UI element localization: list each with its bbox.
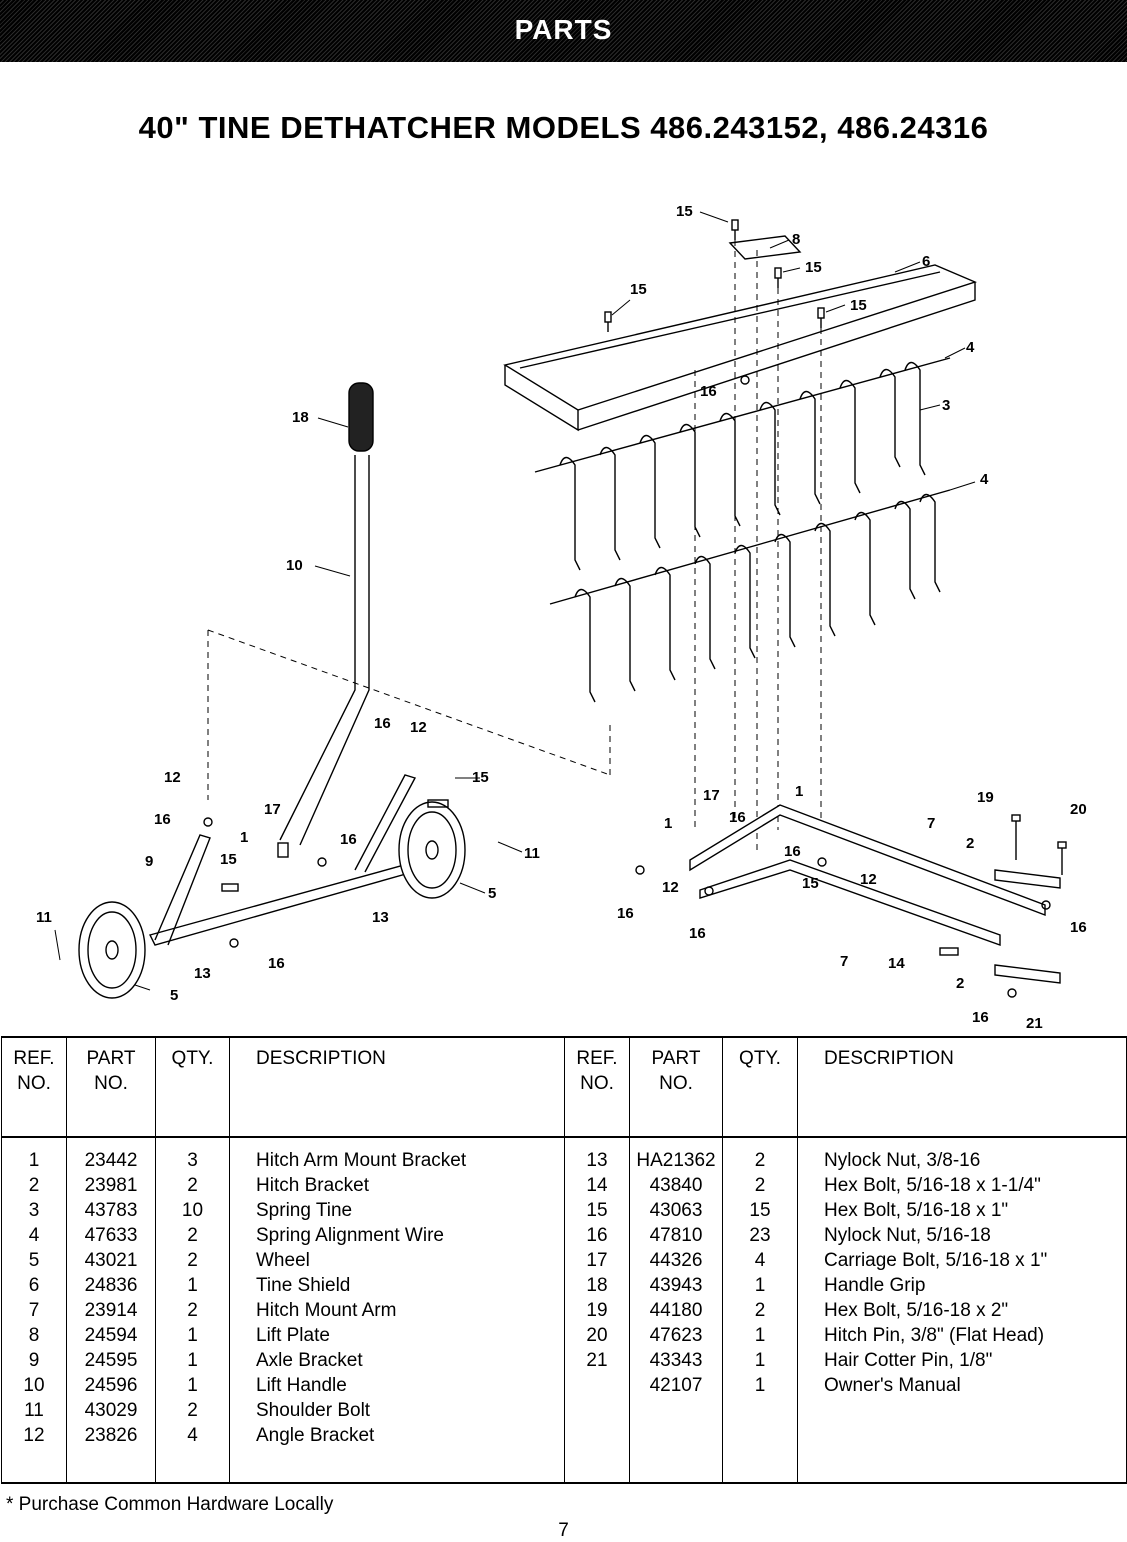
table-header-row	[2, 1037, 1127, 1137]
table-cell-ref: 7	[28, 1300, 40, 1321]
column-qty-left	[156, 1137, 230, 1483]
callout: 16	[617, 905, 634, 922]
table-cell-qty: 2	[187, 1225, 198, 1246]
callout: 16	[374, 715, 391, 732]
table-cell-ref: 18	[586, 1275, 608, 1296]
table-cell-qty: 2	[754, 1300, 766, 1321]
callout: 12	[164, 769, 181, 786]
table-cell-desc: Hex Bolt, 5/16-18 x 2"	[824, 1300, 1009, 1321]
callout: 4	[980, 471, 989, 488]
callout: 6	[922, 253, 931, 270]
table-cell-qty: 1	[187, 1275, 198, 1296]
callout: 11	[36, 909, 52, 926]
table-cell-desc: Spring Tine	[256, 1200, 353, 1221]
callout: 9	[145, 853, 154, 870]
table-cell-part: 44326	[649, 1250, 703, 1271]
table-cell-qty: 4	[187, 1425, 198, 1446]
table-cell-desc: Hair Cotter Pin, 1/8"	[824, 1350, 993, 1371]
table-cell-ref: 3	[28, 1200, 40, 1221]
table-cell-ref: 9	[28, 1350, 40, 1371]
callout: 8	[792, 231, 801, 248]
table-cell-desc: Hex Bolt, 5/16-18 x 1-1/4"	[824, 1175, 1041, 1196]
callout: 16	[340, 831, 357, 848]
table-cell-desc: Lift Handle	[256, 1375, 347, 1396]
table-cell-ref	[565, 1373, 629, 1398]
table-cell-desc: Owner's Manual	[824, 1375, 961, 1396]
table-cell-qty: 2	[187, 1400, 198, 1421]
callout: 15	[220, 851, 237, 868]
table-cell-qty: 1	[754, 1350, 766, 1371]
callout: 4	[966, 339, 975, 356]
callout: 15	[805, 259, 822, 276]
callout: 16	[700, 383, 717, 400]
callout: 17	[703, 787, 720, 804]
header-part: PART NO.	[67, 1037, 156, 1137]
callout: 10	[286, 557, 303, 574]
table-cell-ref: 1	[28, 1150, 40, 1171]
table-cell-ref: 6	[28, 1275, 40, 1296]
parts-banner	[0, 0, 1127, 62]
callout: 11	[524, 845, 540, 862]
callout: 14	[888, 955, 905, 972]
banner-title: PARTS	[514, 14, 613, 45]
callout: 16	[972, 1009, 989, 1026]
column-ref-right	[565, 1137, 630, 1483]
table-cell-desc: Nylock Nut, 5/16-18	[824, 1225, 991, 1246]
table-cell-ref: 5	[28, 1250, 40, 1271]
lift-plate-drawing	[730, 236, 800, 259]
callout: 7	[840, 953, 849, 970]
table-cell-part: 23981	[84, 1175, 138, 1196]
table-cell-ref: 14	[586, 1175, 608, 1196]
table-cell-part: 47623	[649, 1325, 703, 1346]
table-cell-desc: Hex Bolt, 5/16-18 x 1"	[824, 1200, 1009, 1221]
table-cell-part: HA21362	[636, 1150, 716, 1171]
table-cell-qty: 1	[187, 1375, 198, 1396]
table-cell-ref: 8	[28, 1325, 40, 1346]
callout: 16	[268, 955, 285, 972]
callout: 15	[676, 203, 693, 220]
table-cell-part: 43021	[84, 1250, 138, 1271]
table-cell-part: 23914	[84, 1300, 138, 1321]
table-cell-qty: 2	[187, 1175, 198, 1196]
table-cell-part: 24836	[84, 1275, 138, 1296]
callout: 1	[240, 829, 249, 846]
table-cell-part: 43783	[84, 1200, 138, 1221]
callout: 15	[630, 281, 647, 298]
callout: 15	[802, 875, 819, 892]
header-qty: QTY.	[723, 1037, 798, 1137]
header-part: PART NO.	[630, 1037, 723, 1137]
table-cell-ref: 20	[586, 1325, 608, 1346]
table-cell-desc: Hitch Arm Mount Bracket	[256, 1150, 467, 1171]
callout: 2	[966, 835, 975, 852]
table-cell-ref: 2	[28, 1175, 40, 1196]
table-cell-part: 43840	[649, 1175, 703, 1196]
table-cell-ref: 21	[586, 1350, 608, 1371]
callout: 15	[472, 769, 489, 786]
table-cell-desc: Shoulder Bolt	[256, 1400, 371, 1421]
tine-shield-drawing	[505, 265, 975, 430]
page-title: 40" TINE DETHATCHER MODELS 486.243152, 486.24316	[138, 110, 989, 145]
table-cell-qty: 23	[749, 1225, 771, 1246]
table-cell-desc: Handle Grip	[824, 1275, 926, 1296]
callout: 16	[1070, 919, 1087, 936]
callout: 1	[664, 815, 673, 832]
callout: 15	[850, 297, 867, 314]
table-cell-part: 47633	[84, 1225, 138, 1246]
table-cell-qty: 1	[754, 1375, 766, 1396]
table-cell-desc: Axle Bracket	[256, 1350, 363, 1371]
exploded-parts-diagram	[0, 180, 1127, 1030]
table-cell-part: 43943	[649, 1275, 703, 1296]
table-cell-ref: 11	[24, 1400, 44, 1421]
leader-lines-drawing	[55, 212, 975, 990]
table-cell-qty: 1	[754, 1325, 766, 1346]
table-cell-part: 24596	[84, 1375, 138, 1396]
callout: 18	[292, 409, 309, 426]
header-qty: QTY.	[156, 1037, 230, 1137]
column-part-right	[630, 1137, 723, 1483]
table-cell-qty: 2	[187, 1300, 198, 1321]
table-cell-desc: Hitch Mount Arm	[256, 1300, 397, 1321]
table-cell-desc: Angle Bracket	[256, 1425, 375, 1446]
table-cell-part: 43063	[649, 1200, 703, 1221]
callout: 19	[977, 789, 994, 806]
callout: 3	[942, 397, 951, 414]
lower-tine-row-drawing	[550, 490, 950, 702]
table-cell-desc: Nylock Nut, 3/8-16	[824, 1150, 981, 1171]
column-ref-left	[2, 1137, 67, 1483]
callout: 5	[170, 987, 179, 1004]
table-cell-desc: Hitch Pin, 3/8" (Flat Head)	[824, 1325, 1045, 1346]
column-qty-right	[723, 1137, 798, 1483]
header-description: DESCRIPTION	[230, 1037, 565, 1137]
table-cell-part: 23826	[84, 1425, 138, 1446]
table-cell-desc: Lift Plate	[256, 1325, 330, 1346]
callout: 13	[372, 909, 389, 926]
table-cell-qty: 10	[181, 1200, 204, 1221]
table-cell-desc: Tine Shield	[256, 1275, 351, 1296]
callout: 21	[1026, 1015, 1043, 1030]
hardware-drawing	[204, 376, 1066, 997]
table-body	[2, 1137, 1127, 1483]
table-cell-qty: 2	[754, 1150, 766, 1171]
callout: 16	[689, 925, 706, 942]
table-cell-part: 42107	[649, 1375, 703, 1396]
table-cell-qty: 2	[187, 1250, 198, 1271]
callout: 12	[860, 871, 877, 888]
hitch-arms-drawing	[690, 805, 1060, 983]
callout: 20	[1070, 801, 1087, 818]
table-cell-qty: 2	[754, 1175, 766, 1196]
table-cell-desc: Wheel	[256, 1250, 310, 1271]
table-cell-desc: Carriage Bolt, 5/16-18 x 1"	[824, 1250, 1048, 1271]
table-cell-part: 24595	[84, 1350, 138, 1371]
table-cell-qty: 3	[187, 1150, 198, 1171]
column-desc-right	[798, 1137, 1127, 1483]
column-desc-left	[230, 1137, 565, 1483]
lift-handle-drawing	[280, 383, 373, 845]
table-cell-ref: 15	[586, 1200, 608, 1221]
column-part-left	[67, 1137, 156, 1483]
page-number: 7	[558, 1520, 569, 1541]
header-description: DESCRIPTION	[798, 1037, 1127, 1137]
callout: 16	[784, 843, 801, 860]
callout: 12	[662, 879, 679, 896]
callout: 5	[488, 885, 497, 902]
table-cell-part: 24594	[84, 1325, 138, 1346]
callout: 16	[729, 809, 746, 826]
table-cell-part: 23442	[84, 1150, 138, 1171]
table-cell-part: 47810	[649, 1225, 703, 1246]
callout: 2	[956, 975, 965, 992]
callout: 16	[154, 811, 171, 828]
callout: 1	[795, 783, 804, 800]
table-cell-ref: 12	[23, 1425, 45, 1446]
table-cell-qty: 1	[187, 1325, 198, 1346]
table-cell-qty: 4	[754, 1250, 766, 1271]
table-cell-part: 43029	[84, 1400, 138, 1421]
header-ref: REF. NO.	[565, 1037, 630, 1137]
callout: 12	[410, 719, 427, 736]
table-cell-qty: 15	[749, 1200, 771, 1221]
table-cell-ref: 19	[586, 1300, 608, 1321]
callout: 13	[194, 965, 211, 982]
parts-table	[1, 1036, 1127, 1484]
table-cell-ref: 10	[23, 1375, 45, 1396]
table-cell-desc: Hitch Bracket	[256, 1175, 369, 1196]
table-cell-qty: 1	[754, 1275, 766, 1296]
table-cell-part: 44180	[649, 1300, 703, 1321]
table-cell-desc: Spring Alignment Wire	[256, 1225, 444, 1246]
table-cell-part: 43343	[649, 1350, 703, 1371]
footnote: * Purchase Common Hardware Locally	[6, 1494, 334, 1515]
table-cell-qty: 1	[187, 1350, 198, 1371]
table-cell-ref: 13	[586, 1150, 608, 1171]
table-cell-ref: 16	[586, 1225, 608, 1246]
callout: 7	[927, 815, 936, 832]
table-cell-ref: 4	[28, 1225, 40, 1246]
table-cell-ref: 17	[586, 1250, 608, 1271]
header-ref: REF. NO.	[2, 1037, 67, 1137]
callout: 17	[264, 801, 281, 818]
